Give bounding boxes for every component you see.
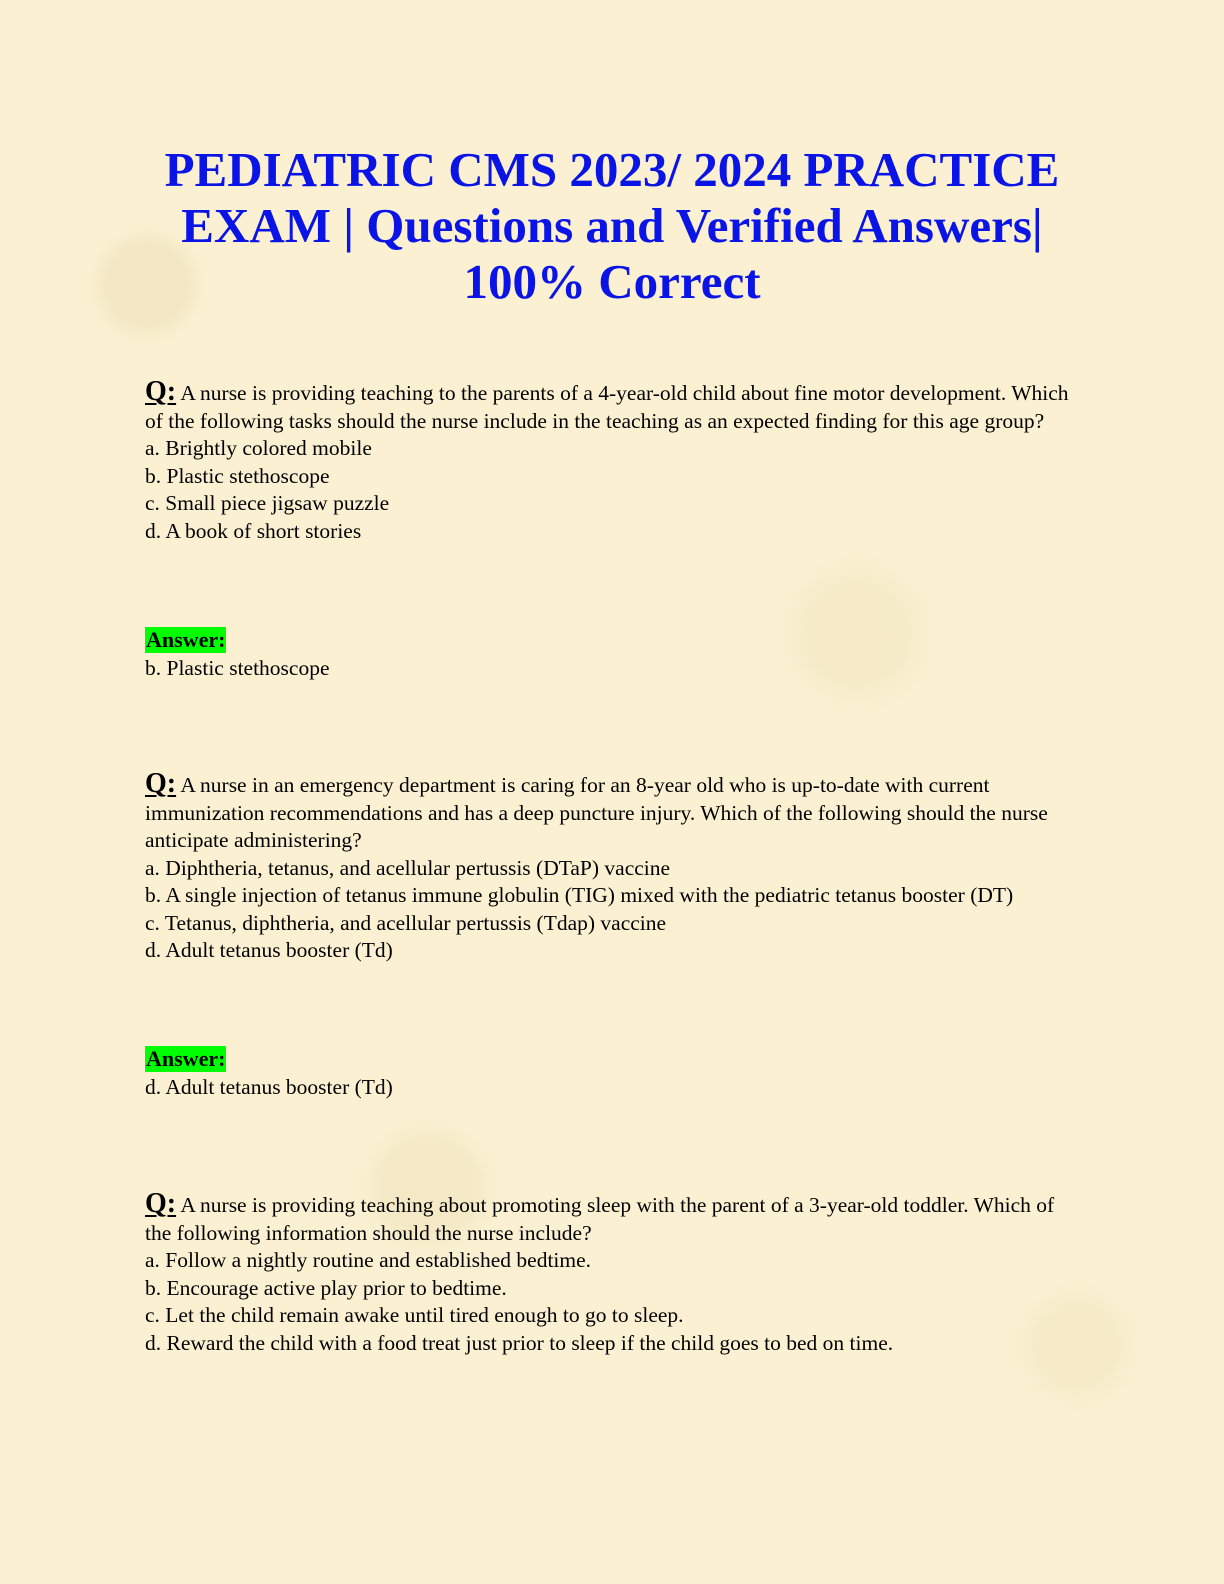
option-a: a. Follow a nightly routine and established bedtime. xyxy=(145,1248,592,1272)
option-d: d. Reward the child with a food treat just prior to sleep if the child goes to bed on time. xyxy=(145,1330,894,1355)
option-c: c. Tetanus, diphtheria, and acellular pertussis (Tdap) vaccine xyxy=(145,910,667,935)
option-b: b. Encourage active play prior to bedtime. xyxy=(145,1275,507,1300)
question-1 xyxy=(145,378,1085,545)
answer-text: d. Adult tetanus booster (Td) xyxy=(145,1074,393,1099)
question-label: Q: xyxy=(145,376,177,407)
option-c: c. Let the child remain awake until tired enough to go to sleep. xyxy=(145,1303,684,1327)
answer-label: Answer: xyxy=(146,627,226,652)
question-3 xyxy=(145,1190,1085,1357)
question-stem xyxy=(145,770,1085,855)
question-label: Q: xyxy=(145,1188,177,1219)
question-label: Q: xyxy=(145,768,177,799)
answer-text: b. Plastic stethoscope xyxy=(145,655,330,680)
answer-2 xyxy=(145,1046,1085,1101)
question-2 xyxy=(145,770,1085,965)
option-d: d. A book of short stories xyxy=(145,518,362,543)
title-line-3: 100% Correct xyxy=(463,254,761,309)
answer-1 xyxy=(145,627,1085,682)
question-text: A nurse is providing teaching about promoting sleep with the parent of a 3-year-old toddler. Which of the following information should the nurse include? xyxy=(145,1193,1055,1245)
question-text: A nurse is providing teaching to the parents of a 4-year-old child about fine motor development. Which of the following tasks should the nurse include in the teaching as an expected finding for this age group? xyxy=(145,381,1069,433)
option-d: d. Adult tetanus booster (Td) xyxy=(145,938,393,962)
option-a: a. Brightly colored mobile xyxy=(145,436,372,460)
title-line-1: PEDIATRIC CMS 2023/ 2024 PRACTICE xyxy=(164,142,1060,197)
option-b: b. Plastic stethoscope xyxy=(145,463,330,488)
option-c: c. Small piece jigsaw puzzle xyxy=(145,491,390,515)
question-text: A nurse in an emergency department is caring for an 8-year old who is up-to-date with current immunization recommendations and has a deep puncture injury. Which of the following should the nurse anticipate administering? xyxy=(145,773,1048,852)
question-stem xyxy=(145,1190,1085,1247)
document-title xyxy=(0,142,1224,310)
question-stem xyxy=(145,378,1085,435)
answer-label: Answer: xyxy=(146,1046,226,1071)
title-line-2: EXAM | Questions and Verified Answers| xyxy=(181,198,1043,253)
option-b: b. A single injection of tetanus immune globulin (TIG) mixed with the pediatric tetanus booster (DT) xyxy=(145,883,1014,907)
option-a: a. Diphtheria, tetanus, and acellular pertussis (DTaP) vaccine xyxy=(145,855,671,880)
